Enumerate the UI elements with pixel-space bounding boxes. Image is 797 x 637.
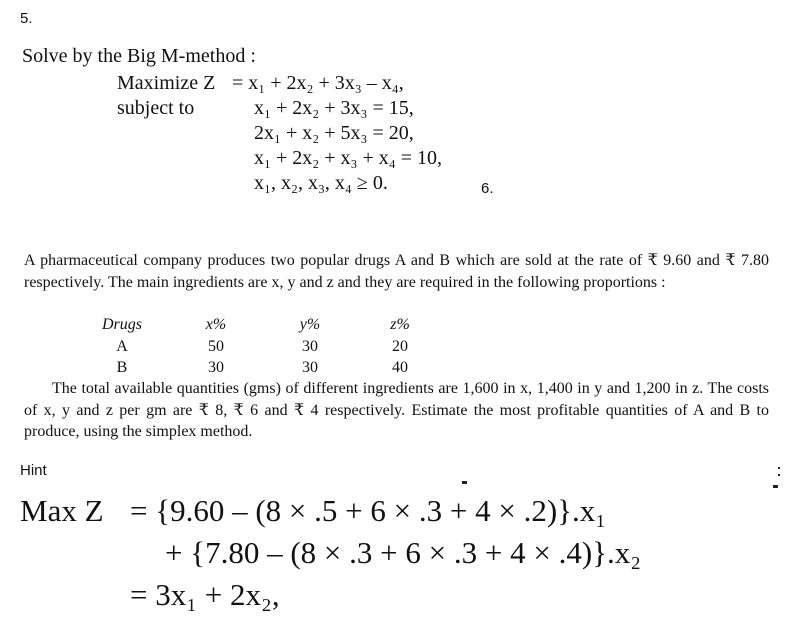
table-cell: B	[116, 359, 128, 376]
q6-paragraph-1: A pharmaceutical company produces two popular drugs A and B which are sold at the rate of ₹ 9.60 and ₹ 7.80 respectively. The main ingredients are x, y and z and they are required in the following proportions :	[24, 252, 769, 291]
table-header-z: z%	[390, 316, 410, 333]
q5-heading: Solve by the Big M-method :	[22, 45, 256, 67]
hint-line-3: = 3x₁ + 2x₂,	[130, 577, 280, 612]
table-cell: 30	[302, 359, 318, 376]
table-header-drugs: Drugs	[101, 316, 142, 333]
table-cell: 30	[302, 338, 318, 355]
table-cell: 20	[392, 338, 408, 355]
q5-objective-expr: = x₁ + 2x₂ + 3x₃ – x₄,	[232, 72, 404, 94]
question-number-5: 5.	[20, 10, 33, 27]
table-cell: 40	[392, 359, 408, 376]
scan-mark	[773, 485, 778, 488]
hint-label: Hint	[20, 462, 47, 479]
q5-constraint-2: 2x₁ + x₂ + 5x₃ = 20,	[254, 122, 414, 144]
question-number-6: 6.	[481, 180, 494, 197]
hint-line-1: = {9.60 – (8 × .5 + 6 × .3 + 4 × .2)}.x₁	[130, 493, 607, 528]
hint-lhs: Max Z	[20, 493, 104, 528]
q5-constraint-1: x₁ + 2x₂ + 3x₃ = 15,	[254, 97, 414, 119]
table-cell: A	[116, 338, 128, 355]
q5-subject-to: subject to	[117, 97, 195, 119]
table-cell: 50	[208, 338, 224, 355]
q5-nonnegativity: x₁, x₂, x₃, x₄ ≥ 0.	[254, 172, 388, 194]
table-header-y: y%	[299, 316, 321, 333]
hint-line-2: + {7.80 – (8 × .3 + 6 × .3 + 4 × .4)}.x₂	[165, 535, 642, 570]
table-cell: 30	[208, 359, 224, 376]
q6-paragraph-2: The total available quantities (gms) of different ingredients are 1,600 in x, 1,400 in y and 1,200 in z. The costs of x, y and z per gm are ₹ 8, ₹ 6 and ₹ 4 respectively. Estimate the most profitable quantities of A and B to produce, using the simplex method.	[24, 380, 769, 440]
q5-objective-label: Maximize Z	[117, 72, 216, 94]
table-header-x: x%	[205, 316, 227, 333]
q5-constraint-3: x₁ + 2x₂ + x₃ + x₄ = 10,	[254, 147, 443, 169]
scan-mark	[462, 481, 467, 484]
scan-mark	[778, 467, 780, 469]
scan-mark	[778, 474, 780, 476]
